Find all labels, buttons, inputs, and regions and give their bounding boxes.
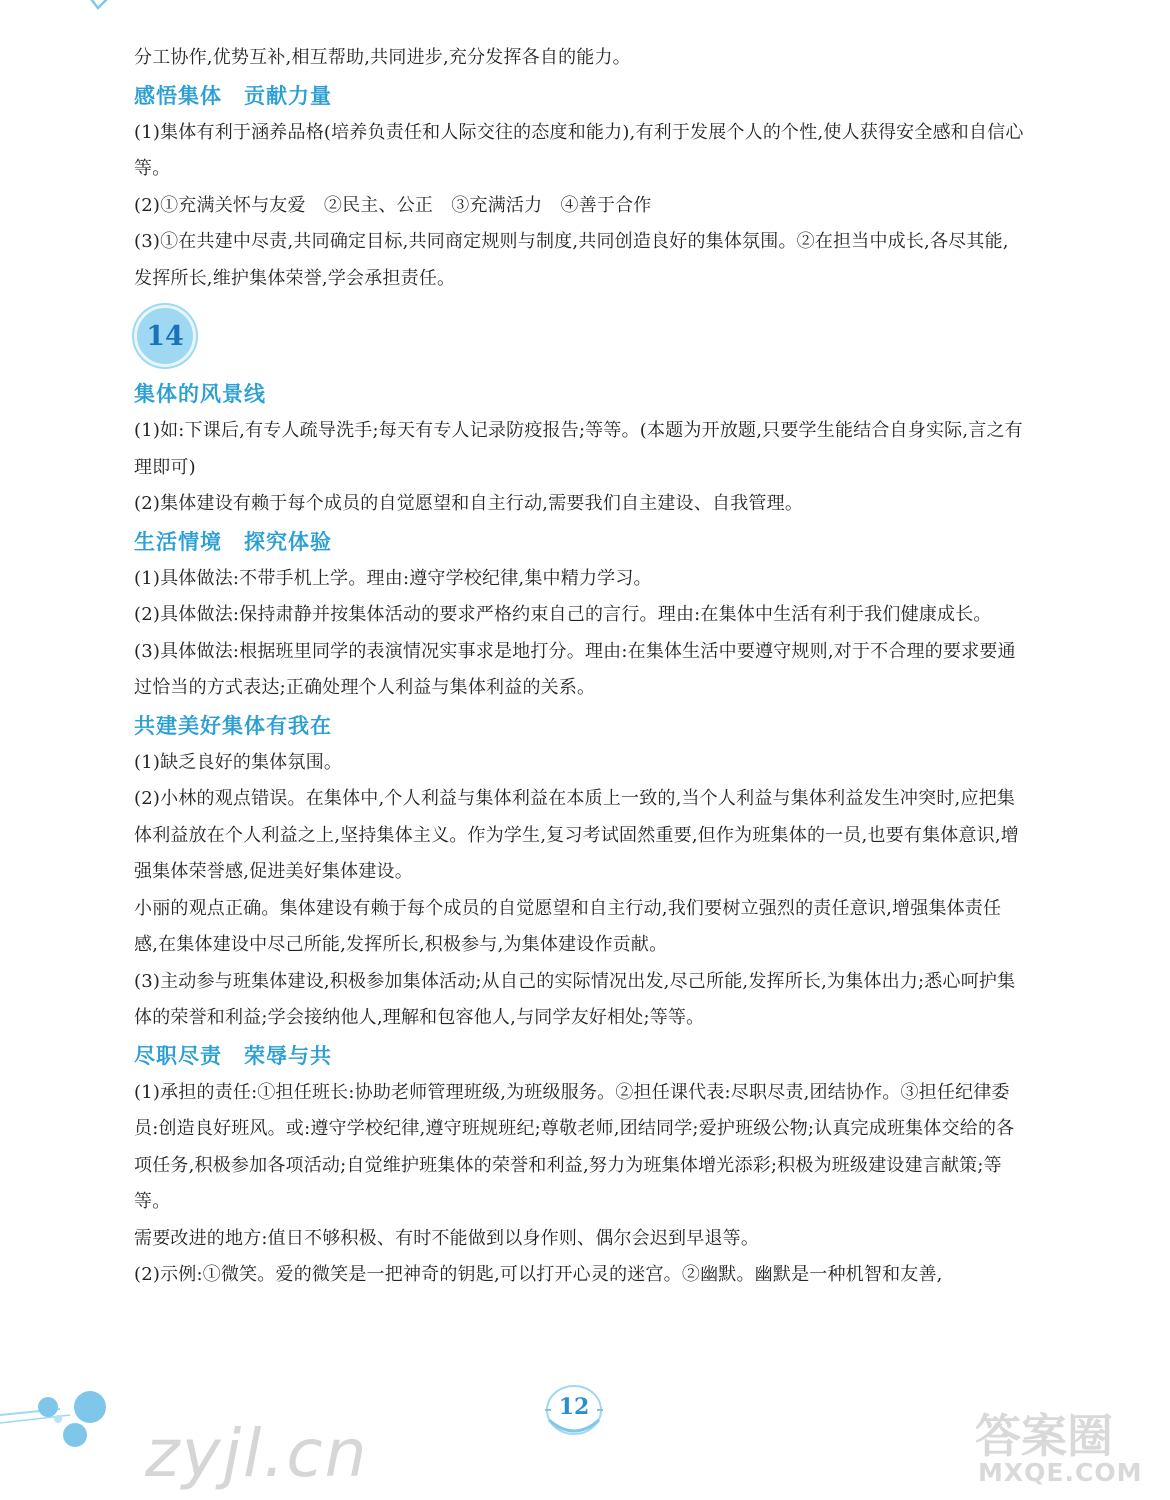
answer-paragraph: (2)①充满关怀与友爱 ②民主、公正 ③充满活力 ④善于合作 — [134, 194, 652, 216]
answer-paragraph: (2)集体建设有赖于每个成员的自觉愿望和自主行动,需要我们自主建设、自我管理。 — [134, 493, 804, 514]
answer-paragraph: (1)集体有利于涵养品格(培养负责任和人际交往的态度和能力),有利于发展个人的个性,使人获得安全感和自信心等。 — [134, 121, 1024, 179]
answer-paragraph: (2)示例:①微笑。爱的微笑是一把神奇的钥匙,可以打开心灵的迷宫。②幽默。幽默是一种机智和友善, — [134, 1264, 943, 1285]
page-number: 12 — [558, 1394, 590, 1420]
answer-paragraph: 需要改进的地方:值日不够积极、有时不能做到以身作则、偶尔会迟到早退等。 — [134, 1227, 760, 1249]
section-heading: 共建美好集体有我在 — [134, 713, 332, 738]
lesson-number-badge — [134, 297, 1024, 375]
answer-paragraph: (3)主动参与班集体建设,积极参加集体活动;从自己的实际情况出发,尽己所能,发挥所长,为集体出力;悉心呵护集体的荣誉和利益;学会接纳他人,理解和包容他人,与同学友好相处;等等。 — [134, 970, 1016, 1028]
answer-paragraph: (2)小林的观点错误。在集体中,个人利益与集体利益在本质上一致的,当个人利益与集体利益发生冲突时,应把集体利益放在个人利益之上,坚持集体主义。作为学生,复习考试固然重要,但作为班集体的一员,也要有集体意识,增强集体荣誉感,促进美好集体建设。 — [134, 788, 1020, 882]
chevron-decoration-icon — [80, 0, 120, 14]
circle-badge-icon — [134, 305, 196, 367]
answer-paragraph: (2)具体做法:保持肃静并按集体活动的要求严格约束自己的言行。理由:在集体中生活有利于我们健康成长。 — [134, 604, 992, 625]
answer-paragraph: (1)如:下课后,有专人疏导洗手;每天有专人记录防疫报告;等等。(本题为开放题,只要学生能结合自身实际,言之有理即可) — [134, 420, 1023, 478]
answer-paragraph: (1)缺乏良好的集体氛围。 — [134, 751, 343, 773]
section-heading: 集体的风景线 — [134, 382, 266, 406]
answer-paragraph: 小丽的观点正确。集体建设有赖于每个成员的自觉愿望和自主行动,我们要树立强烈的责任意识,增强集体责任感,在集体建设中尽己所能,发挥所长,积极参与,为集体建设作贡献。 — [134, 897, 1002, 955]
answer-paragraph: (3)具体做法:根据班里同学的表演情况实事求是地打分。理由:在集体生活中要遵守规则,对于不合理的要求要通过恰当的方式表达;正确处理个人利益与集体利益的关系。 — [134, 640, 1016, 698]
answer-paragraph: 分工协作,优势互补,相互帮助,共同进步,充分发挥各自的能力。 — [134, 47, 631, 68]
answer-paragraph: (1)承担的责任:①担任班长:协助老师管理班级,为班级服务。②担任课代表:尽职尽责,团结协作。③担任纪律委员:创造良好班风。或:遵守学校纪律,遵守班规班纪;尊敬老师,团结同学;爱护班级公物;认真完成班集体交给的各项任务,积极参加各项活动;自觉维护班集体的荣誉和利益,努力为班集体增光添彩;积极为班级建设建言献策;等等。 — [134, 1081, 1015, 1212]
lesson-number: 14 — [146, 320, 184, 352]
watermark-zyjl: zyjl.cn — [145, 1415, 369, 1492]
section-heading: 生活情境 探究体验 — [134, 529, 332, 554]
answer-paragraph: (1)具体做法:不带手机上学。理由:遵守学校纪律,集中精力学习。 — [134, 567, 652, 589]
watermark-mxqe: MXQE.COM — [978, 1458, 1143, 1487]
section-heading: 尽职尽责 荣辱与共 — [134, 1043, 332, 1068]
section-heading: 感悟集体 贡献力量 — [134, 83, 332, 108]
bubbles-decoration-icon — [0, 1385, 120, 1455]
answer-paragraph: (3)①在共建中尽责,共同确定目标,共同商定规则与制度,共同创造良好的集体氛围。②在担当中成长,各尽其能,发挥所长,维护集体荣誉,学会承担责任。 — [134, 231, 1009, 289]
answer-content — [134, 40, 1024, 1294]
watermark-daanquan: 答案圈 — [975, 1409, 1113, 1463]
